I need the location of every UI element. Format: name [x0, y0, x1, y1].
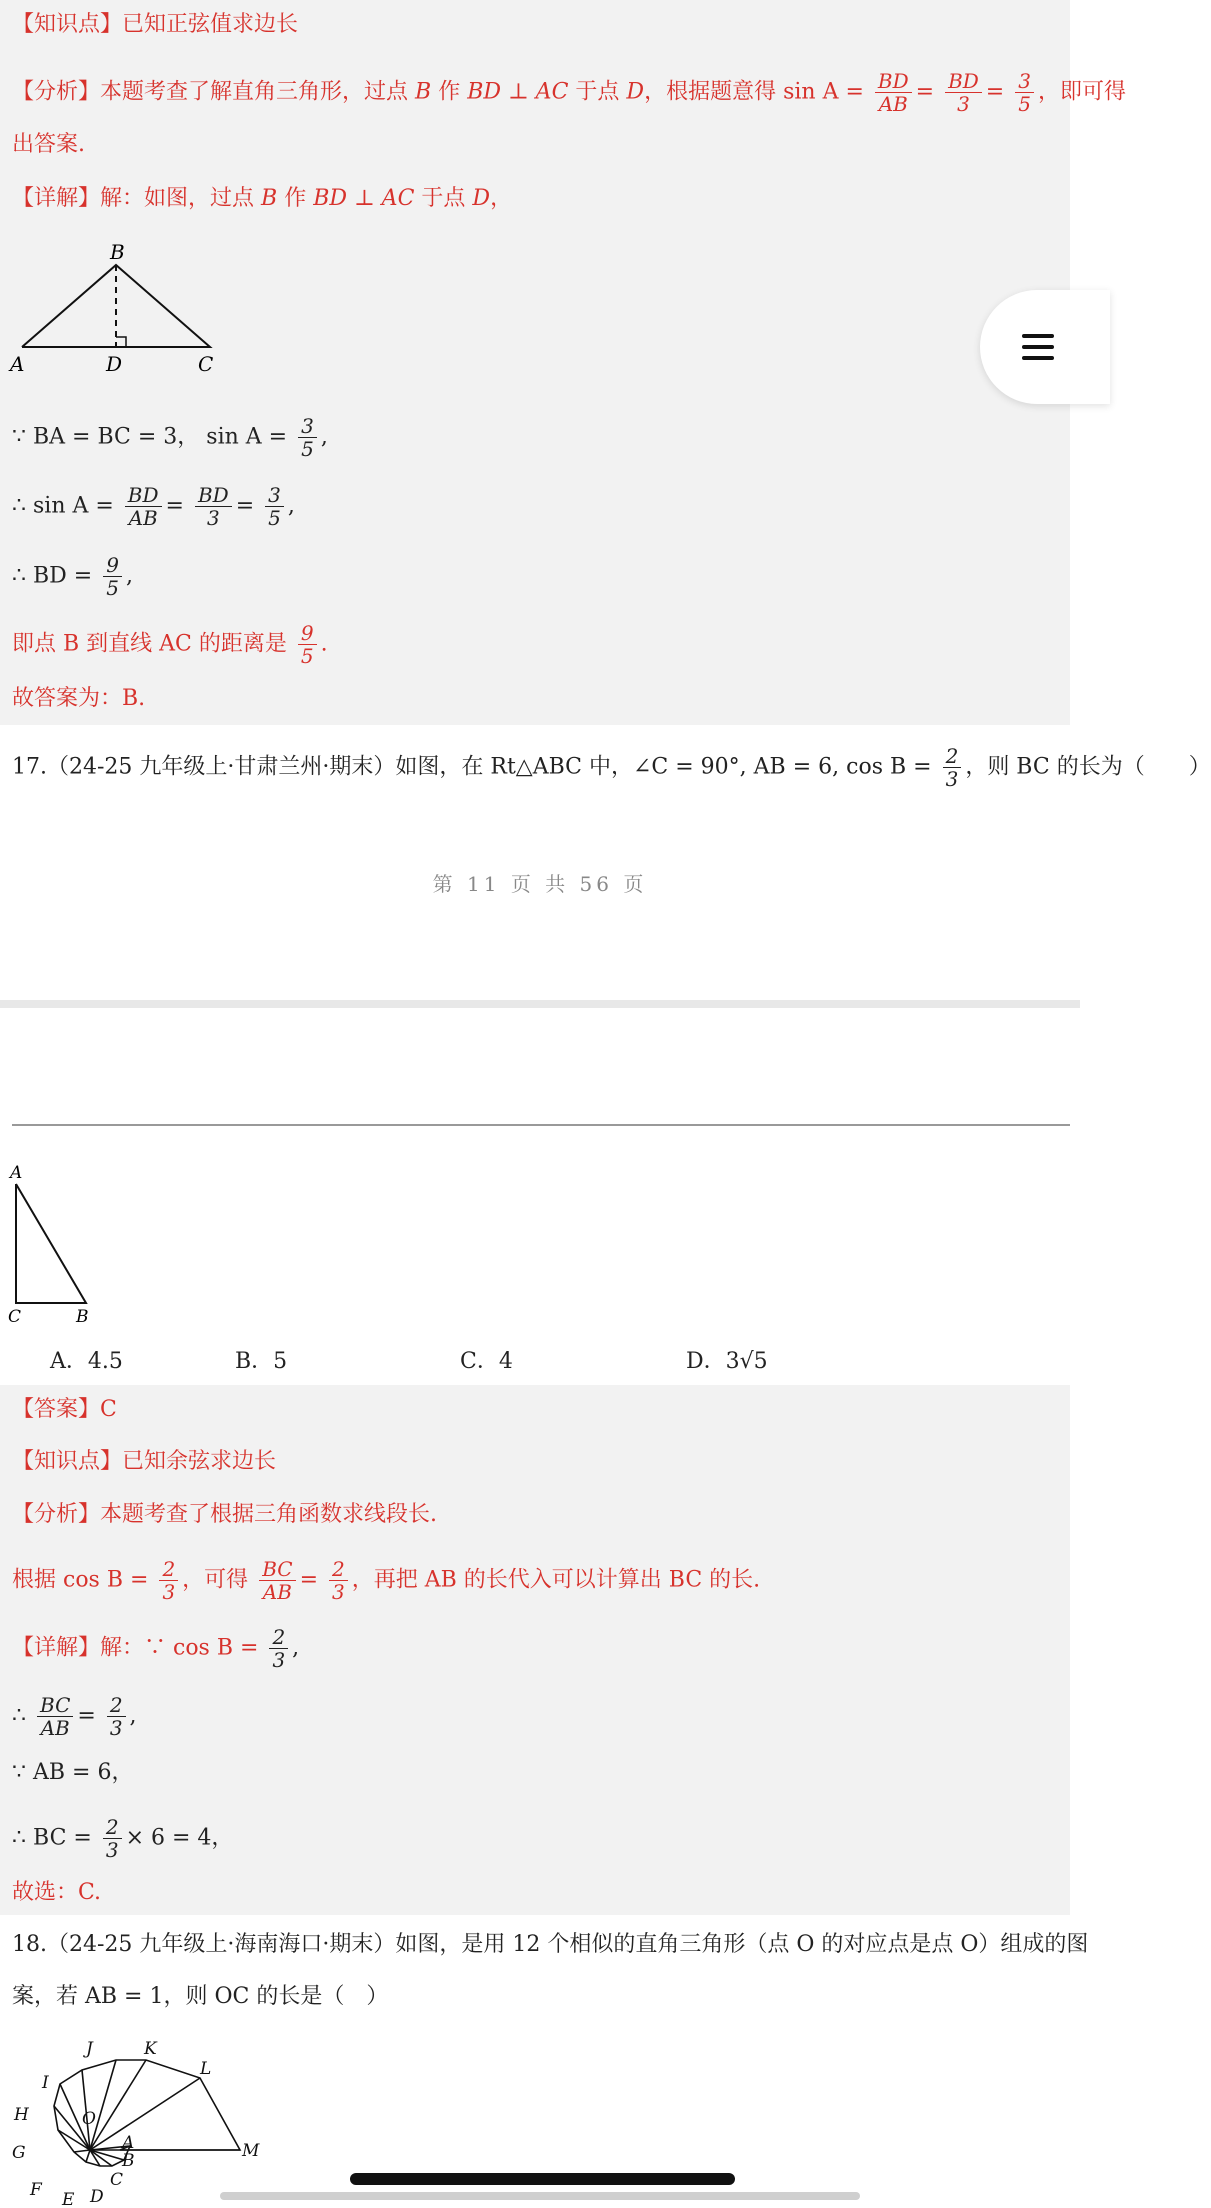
label-B: B — [122, 2151, 135, 2171]
label-M: M — [242, 2141, 260, 2161]
label-J: J — [86, 2039, 93, 2059]
q16-knowledge: 【知识点】已知正弦值求边长 — [12, 12, 299, 37]
label-B: B — [110, 240, 125, 264]
frac-bd-3: $\frac{BD}{3}$ — [945, 70, 982, 115]
q18-stem-line1: 18.（24-25 九年级上·海南海口·期末）如图，是用 12 个相似的直角三角形（点 O 的对应点是点 O）组成的图 — [12, 1932, 1089, 1957]
label-D: D — [106, 352, 123, 376]
q17-answer: 【答案】C — [12, 1397, 117, 1422]
q17-step1: ∴ $\frac{BC}{AB}$ = $\frac{2}{3}$ , — [12, 1693, 137, 1740]
choice-d[interactable]: D．3√5 — [686, 1349, 768, 1374]
q16-distance: 即点 B 到直线 AC 的距离是 $\frac{9}{5}$ . — [12, 621, 328, 668]
choice-b[interactable]: B．5 — [235, 1349, 288, 1374]
label-C: C — [110, 2170, 124, 2190]
choice-c[interactable]: C．4 — [460, 1349, 513, 1374]
label-O: O — [82, 2109, 96, 2129]
q17-stem: 17.（24-25 九年级上·甘肃兰州·期末）如图，在 Rt△ABC 中，∠C = 90°, AB = 6, cos B = $\frac{2}{3}$ ，则 BC 的长为（ ） — [12, 744, 1211, 791]
choice-a[interactable]: A．4.5 — [50, 1349, 123, 1374]
q18-stem-line2: 案，若 AB = 1，则 OC 的长是（ ） — [12, 1984, 389, 2009]
q17-step3: ∴ BC = $\frac{2}{3}$ × 6 = 4， — [12, 1815, 234, 1862]
q16-step2: ∴ sin A = $\frac{BD}{AB}$ = $\frac{BD}{3}$ = $\frac{3}{5}$ , — [12, 483, 295, 530]
q16-triangle-figure — [0, 235, 240, 380]
q17-final: 故选：C. — [12, 1880, 102, 1905]
label-G: G — [12, 2143, 26, 2163]
label-K: K — [144, 2039, 157, 2059]
q16-analysis: 【分析】本题考查了解直角三角形，过点 B 作 BD ⊥ AC 于点 D，根据题意得 sin A = $\frac{BD}{AB}$ = $\frac{BD}{3}$ = $\frac{3}{5}$ ，即可得 — [12, 69, 1126, 116]
page-footer: 第 11 页 共 56 页 — [432, 872, 648, 896]
horizontal-scrollbar[interactable] — [220, 2192, 860, 2200]
label-L: L — [200, 2059, 212, 2079]
label-C: C — [198, 352, 214, 376]
label-E: E — [62, 2190, 75, 2208]
label-I: I — [42, 2073, 49, 2093]
label-A: A — [10, 352, 25, 376]
frac-3-5-b: $\frac{3}{5}$ — [298, 415, 317, 460]
label-B: B — [76, 1307, 89, 1327]
q18-spiral-figure — [0, 2030, 280, 2208]
header-rule — [12, 1124, 1070, 1126]
q16-answer: 故答案为：B. — [12, 686, 146, 711]
menu-button[interactable] — [980, 290, 1110, 404]
label-C: C — [8, 1307, 22, 1327]
q17-step2: ∵ AB = 6， — [12, 1760, 134, 1785]
q17-detail: 【详解】解：∵ cos B = $\frac{2}{3}$ , — [12, 1625, 300, 1672]
frac-3-5: $\frac{3}{5}$ — [1015, 70, 1034, 115]
page-gap — [0, 1000, 1080, 1008]
label-F: F — [30, 2180, 42, 2200]
home-indicator[interactable] — [350, 2173, 735, 2185]
label-D: D — [90, 2187, 104, 2207]
frac-bd-ab: $\frac{BD}{AB}$ — [875, 70, 912, 115]
q16-step1: ∵ BA = BC = 3， sin A = $\frac{3}{5}$ , — [12, 414, 328, 461]
label-A: A — [122, 2133, 135, 2153]
q16-analysis-cont: 出答案. — [12, 132, 85, 157]
q17-triangle-figure — [0, 1160, 120, 1325]
q17-analysis: 【分析】本题考查了根据三角函数求线段长. — [12, 1502, 437, 1527]
hamburger-icon — [1022, 327, 1054, 367]
q16-step3: ∴ BD = $\frac{9}{5}$ , — [12, 553, 133, 600]
q17-knowledge: 【知识点】已知余弦求边长 — [12, 1449, 277, 1474]
q16-detail: 【详解】解：如图，过点 B 作 BD ⊥ AC 于点 D， — [12, 186, 513, 211]
q17-reasoning: 根据 cos B = $\frac{2}{3}$ ，可得 $\frac{BC}{AB}$ = $\frac{2}{3}$ ，再把 AB 的长代入可以计算出 BC 的长. — [12, 1557, 761, 1604]
label-A: A — [10, 1163, 23, 1183]
label-H: H — [14, 2105, 29, 2125]
